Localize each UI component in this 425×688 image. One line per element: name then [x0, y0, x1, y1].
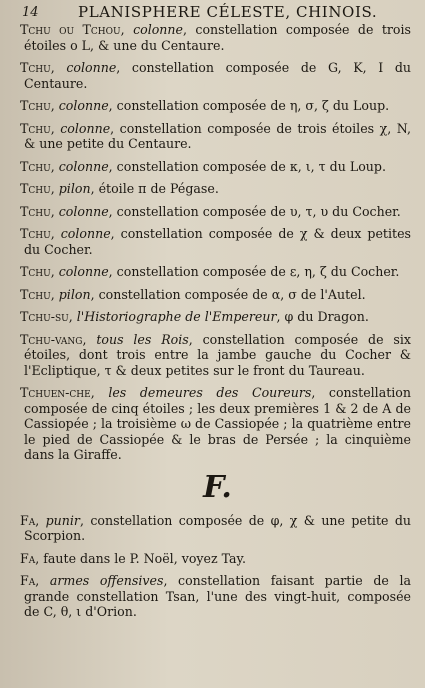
entry-text: , constellation composée de trois étoiles χ, N, & une petite du Centaure.	[24, 120, 411, 151]
entry-term: colonne	[60, 226, 111, 241]
entry-tchuen-che: Tchuen-che, les demeures des Coureurs, constellation composée de cinq étoiles ; les deux premières 1 & 2 de A de Cassiopée ; la troisième ω de Cassiopée ; la quatrième entre le pied de Cassiopée & le bras de Persée ; la cinquième dans la Giraffe.	[20, 385, 411, 462]
entry-head: Tchu-vang	[20, 331, 83, 347]
page-number: 14	[22, 5, 39, 20]
entry-text: , constellation composée de η, σ, ζ du Loup.	[108, 98, 390, 113]
entry-term: l'Historiographe de l'Empereur	[76, 309, 277, 324]
entry-tchu-vang: Tchu-vang, tous les Rois, constellation composée de six étoiles, dont trois entre la jambe gauche du Cocher & l'Ecliptique, τ & deux petites sur le front du Taureau.	[20, 331, 411, 378]
entry-term: colonne	[133, 22, 183, 37]
running-title: PLANISPHERE CÉLESTE, CHINOIS.	[78, 3, 378, 21]
entry-head: Fa	[20, 573, 36, 588]
entry-tchu-10: Tchu, pilon, constellation composée de α, σ de l'Autel.	[20, 286, 366, 302]
entry-text: , φ du Dragon.	[276, 309, 369, 324]
entry-term: tous les Rois	[96, 331, 189, 347]
entry-term: colonne	[58, 158, 109, 174]
entry-head: Tchu	[20, 120, 51, 136]
entry-head: Tchu	[20, 203, 51, 219]
entry-head: Tchu	[20, 286, 51, 302]
entry-tchu-8: Tchu, colonne, constellation composée de χ & deux petites du Cocher.	[20, 226, 411, 257]
entry-text: , constellation composée de trois étoiles o L, & une du Centaure.	[24, 22, 411, 53]
entry-head: Fa	[20, 512, 36, 528]
entry-term: colonne	[66, 60, 117, 75]
entry-term: colonne	[58, 98, 109, 113]
entry-tchu-1: Tchu ou Tchou, colonne, constellation composée de trois étoiles o L, & une du Centaure.	[20, 22, 411, 53]
entry-text: , constellation composée de χ & deux petites du Cocher.	[24, 226, 411, 257]
entry-head: Tchu	[20, 158, 51, 174]
entry-text: , constellation composée de φ, χ & une petite du Scorpion.	[24, 512, 411, 543]
entry-head: Tchuen-che	[20, 385, 91, 400]
entry-head: Fa	[20, 550, 36, 566]
entry-text: , faute dans le P. Noël, voyez Tay.	[35, 550, 246, 566]
entry-head: Tchu	[20, 98, 51, 113]
entry-term: colonne	[58, 203, 109, 219]
entry-head: Tchu	[20, 264, 51, 279]
entry-list	[0, 22, 425, 627]
entry-fa-3: Fa, armes offensives, constellation faisant partie de la grande constellation Tsan, l'une des vingt-huit, composée de C, θ, ι d'Orion.	[20, 573, 411, 619]
entry-text: , constellation faisant partie de la grande constellation Tsan, l'une des vingt-huit, composée de C, θ, ι d'Orion.	[24, 573, 411, 619]
entry-fa-1: Fa, punir, constellation composée de φ, χ & une petite du Scorpion.	[20, 512, 411, 543]
entry-head: Tchu ou Tchou	[20, 22, 121, 37]
section-letter-f: F.	[203, 469, 232, 505]
entry-head: Tchu-su	[20, 309, 69, 324]
entry-text: , constellation composée de six étoiles, dont trois entre la jambe gauche du Cocher & l'Ecliptique, τ & deux petites sur le front du Taureau.	[24, 331, 411, 378]
entry-term: les demeures des Coureurs	[108, 385, 312, 400]
entry-term: armes offensives	[49, 573, 164, 588]
entry-tchu-2: Tchu, colonne, constellation composée de G, K, I du Centaure.	[20, 60, 412, 91]
entry-text: , constellation composée de ε, η, ζ du Cocher.	[108, 264, 400, 279]
entry-tchu-5: Tchu, colonne, constellation composée de κ, ι, τ du Loup.	[20, 158, 386, 174]
entry-tchu-9: Tchu, colonne, constellation composée de ε, η, ζ du Cocher.	[20, 264, 400, 279]
entry-tchu-7: Tchu, colonne, constellation composée de υ, τ, υ du Cocher.	[20, 203, 401, 219]
entry-term: punir	[45, 512, 80, 528]
entry-tchu-su: Tchu-su, l'Historiographe de l'Empereur, φ du Dragon.	[20, 309, 369, 324]
entry-tchu-6: Tchu, pilon, étoile π de Pégase.	[20, 181, 219, 196]
entry-fa-2	[0, 551, 425, 567]
entry-head: Tchu	[20, 60, 51, 75]
entry-term: pilon	[58, 181, 91, 196]
entry-text: , étoile π de Pégase.	[90, 181, 219, 196]
entry-text: , constellation composée de G, K, I du Centaure.	[24, 60, 412, 91]
entry-text: , constellation composée de α, σ de l'Autel.	[90, 286, 366, 302]
entry-tchu-4: Tchu, colonne, constellation composée de trois étoiles χ, N, & une petite du Centaure.	[20, 120, 411, 151]
entry-head: Tchu	[20, 181, 51, 196]
entry-head: Tchu	[20, 226, 51, 241]
entry-term: colonne	[58, 264, 109, 279]
entry-text: , constellation composée de cinq étoiles ; les deux premières 1 & 2 de A de Cassiopée ; la troisième ω de Cassiopée ; la quatrième entre le pied de Cassiopée & le bras de Persée ; la cinquième dans la Giraffe.	[24, 385, 411, 462]
entry-term: colonne	[60, 120, 111, 136]
entry-term: pilon	[58, 286, 91, 302]
entry-text: , constellation composée de υ, τ, υ du Cocher.	[108, 203, 401, 219]
entry-text: , constellation composée de κ, ι, τ du Loup.	[108, 158, 386, 174]
entry-tchu-3: Tchu, colonne, constellation composée de η, σ, ζ du Loup.	[20, 98, 390, 113]
